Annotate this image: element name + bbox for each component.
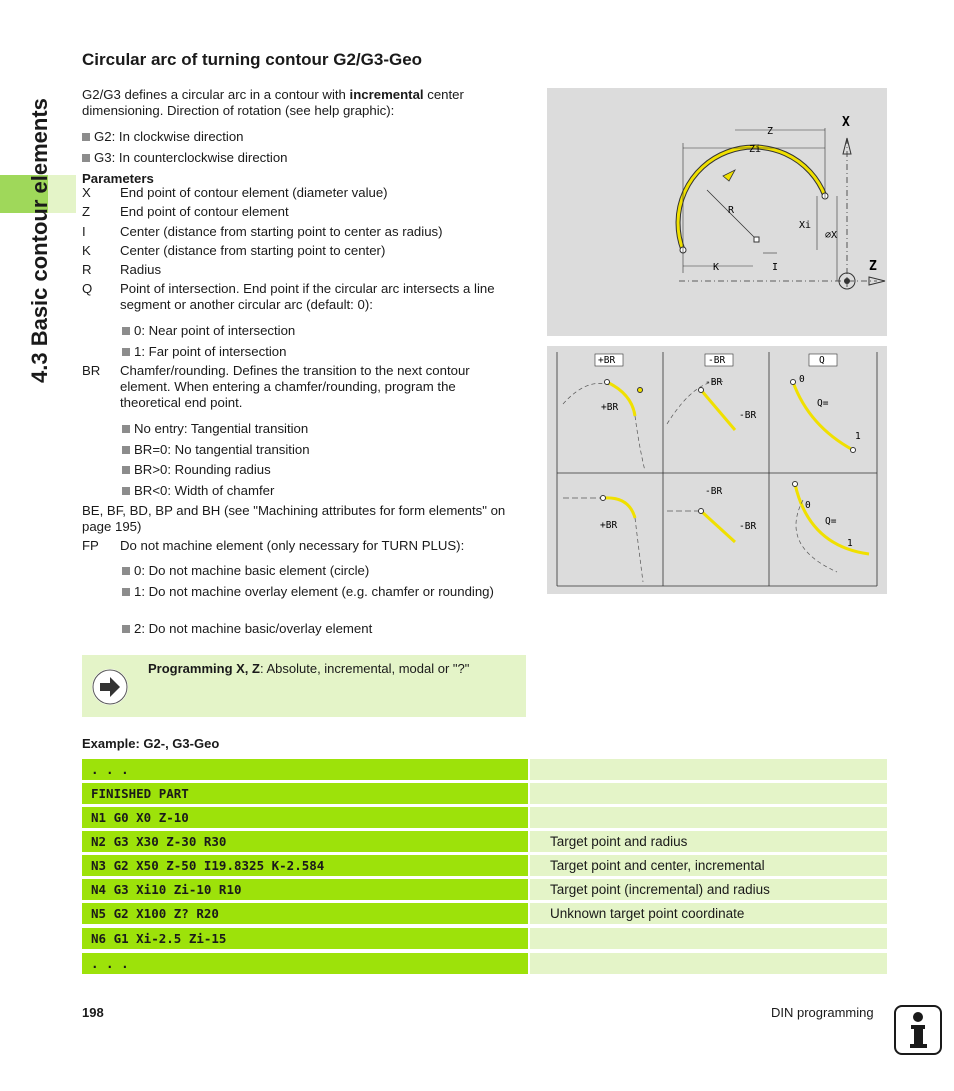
note-text [148,661,469,677]
x-axis-label: X [842,115,850,130]
table-row [82,759,887,780]
table-row [82,953,887,974]
desc-cell [530,807,887,828]
bullet-text: 1: Do not machine overlay element (e.g. chamfer or rounding) [134,584,494,599]
xi-dim-label: Xi [799,220,812,231]
point [791,380,796,385]
chapter-name: DIN programming [771,1005,874,1020]
table-row [82,903,887,924]
code-cell: FINISHED PART [82,783,528,804]
param-text: Radius [120,262,162,277]
code-cell: . . . [82,953,528,974]
point [601,496,606,501]
note-bold: Programming X, Z [148,661,260,676]
arc-direction-arrow [723,170,735,181]
table-row [82,879,887,900]
desc-cell [530,759,887,780]
list-item [122,344,286,360]
radius-label: R [728,205,735,216]
table-row [82,807,887,828]
q-one-label: 1 [855,431,861,442]
z-dim-label: Z [767,126,774,137]
list-item [122,621,372,637]
code-cell: N2 G3 X30 Z-30 R30 [82,831,528,852]
q-arc [793,382,853,450]
list-item [122,323,295,339]
param-text: End point of contour element (diameter value) [120,185,388,200]
z-axis-label: Z [869,259,877,274]
param-key: K [82,243,91,258]
be-attributes-text: BE, BF, BD, BP and BH (see "Machining attributes for form elements" on page 195) [82,503,506,534]
intro-part2: center [423,87,464,102]
list-item [122,563,369,579]
code-cell: N5 G2 X100 Z? R20 [82,903,528,924]
table-row [82,783,887,804]
dashed-arc [635,416,645,471]
q-eq-label: Q= [817,398,829,409]
q-one-label: 1 [847,538,853,549]
desc-cell: Unknown target point coordinate [530,903,887,924]
arrow-right-icon [92,669,128,705]
bullet-text: BR<0: Width of chamfer [134,483,275,498]
dashed-arc [796,500,837,572]
i-dim-label: I [772,262,779,273]
param-text: End point of contour element [120,204,289,219]
table-row [82,831,887,852]
help-graphic-transitions [547,346,887,594]
point [699,388,704,393]
point [605,380,610,385]
programming-note [82,655,526,717]
parameters-heading: Parameters [82,171,154,186]
param-text: Point of intersection. End point if the circular arc intersects a line segment or another circular arc (default: 0): [120,281,495,312]
bullet-text: BR=0: No tangential transition [134,442,310,457]
chamfer-line [701,511,735,542]
help-graphic-arc [547,88,887,336]
center-point [754,237,759,242]
minus-br-label: -BR [705,377,723,388]
q-eq-label: Q= [825,516,837,527]
param-key: I [82,224,86,239]
code-cell: N6 G1 Xi-2.5 Zi-15 [82,928,528,949]
desc-cell [530,783,887,804]
list-item [82,129,244,145]
param-key: BR [82,363,101,378]
desc-cell: Target point (incremental) and radius [530,879,887,900]
intro-line2: dimensioning. Direction of rotation (see help graphic): [82,103,395,118]
param-text: Chamfer/rounding. Defines the transition to the next contour element. When entering a chamfer/rounding, program the theoretical end point. [120,363,470,410]
plus-br-label: +BR [601,402,619,413]
param-key: R [82,262,92,277]
header-q-label: Q [819,355,825,366]
dashed-arc [563,383,629,404]
code-cell: N4 G3 Xi10 Zi-10 R10 [82,879,528,900]
desc-cell [530,928,887,949]
code-cell: N3 G2 X50 Z-50 I19.8325 K-2.584 [82,855,528,876]
param-text: Center (distance from starting point to center) [120,243,386,258]
list-item [122,584,494,600]
list-item [82,150,288,166]
page-number: 198 [82,1005,104,1020]
intro-text [82,87,522,119]
note-body: : Absolute, incremental, modal or "?" [259,661,470,676]
minus-br-label: -BR [705,486,723,497]
transition-diagram [547,346,887,594]
intro-part1: G2/G3 defines a circular arc in a contour with [82,87,350,102]
q-zero-label: 0 [799,374,805,385]
point [699,509,704,514]
minus-br-label: -BR [739,410,757,421]
info-icon [894,1005,942,1055]
code-cell: . . . [82,759,528,780]
header-plus-br-label: +BR [598,355,616,366]
param-key: X [82,185,91,200]
desc-cell: Target point and center, incremental [530,855,887,876]
dashed-arc [635,518,643,582]
point [793,482,798,487]
page-heading: Circular arc of turning contour G2/G3-Geo [82,50,423,69]
point [851,448,856,453]
chamfer-line [701,390,735,430]
code-cell: N1 G0 X0 Z-10 [82,807,528,828]
bullet-text: 0: Near point of intersection [134,323,296,338]
list-item [122,483,274,499]
param-text: Do not machine element (only necessary for TURN PLUS): [120,538,465,553]
rounding-arc [603,498,635,518]
minus-br-label: -BR [739,521,757,532]
param-key: FP [82,538,99,553]
plus-br-label: +BR [600,520,618,531]
bullet-text: G2: In clockwise direction [94,129,244,144]
bullet-text: BR>0: Rounding radius [134,462,271,477]
origin-center [844,278,850,284]
table-row [82,928,887,949]
zi-dim-label: Zi [749,144,762,155]
arc-diagram [547,88,887,336]
bullet-text: No entry: Tangential transition [134,421,309,436]
desc-cell [530,953,887,974]
desc-cell: Target point and radius [530,831,887,852]
param-text: Center (distance from starting point to center as radius) [120,224,443,239]
intro-bold: incremental [349,87,424,102]
dx-dim-label: ⌀X [825,230,838,241]
table-row [82,855,887,876]
header-minus-br-label: -BR [708,355,726,366]
list-item [122,462,271,478]
list-item [122,442,310,458]
bullet-text: 2: Do not machine basic/overlay element [134,621,373,636]
param-key: Z [82,204,91,219]
param-key: Q [82,281,93,296]
k-dim-label: K [713,262,720,273]
q-zero-label: 0 [805,500,811,511]
side-chapter-title: 4.3 Basic contour elements [27,98,52,383]
point [638,388,643,393]
bullet-text: 1: Far point of intersection [134,344,287,359]
list-item [122,421,308,437]
example-title: Example: G2-, G3-Geo [82,736,220,751]
bullet-text: G3: In counterclockwise direction [94,150,288,165]
bullet-text: 0: Do not machine basic element (circle) [134,563,370,578]
